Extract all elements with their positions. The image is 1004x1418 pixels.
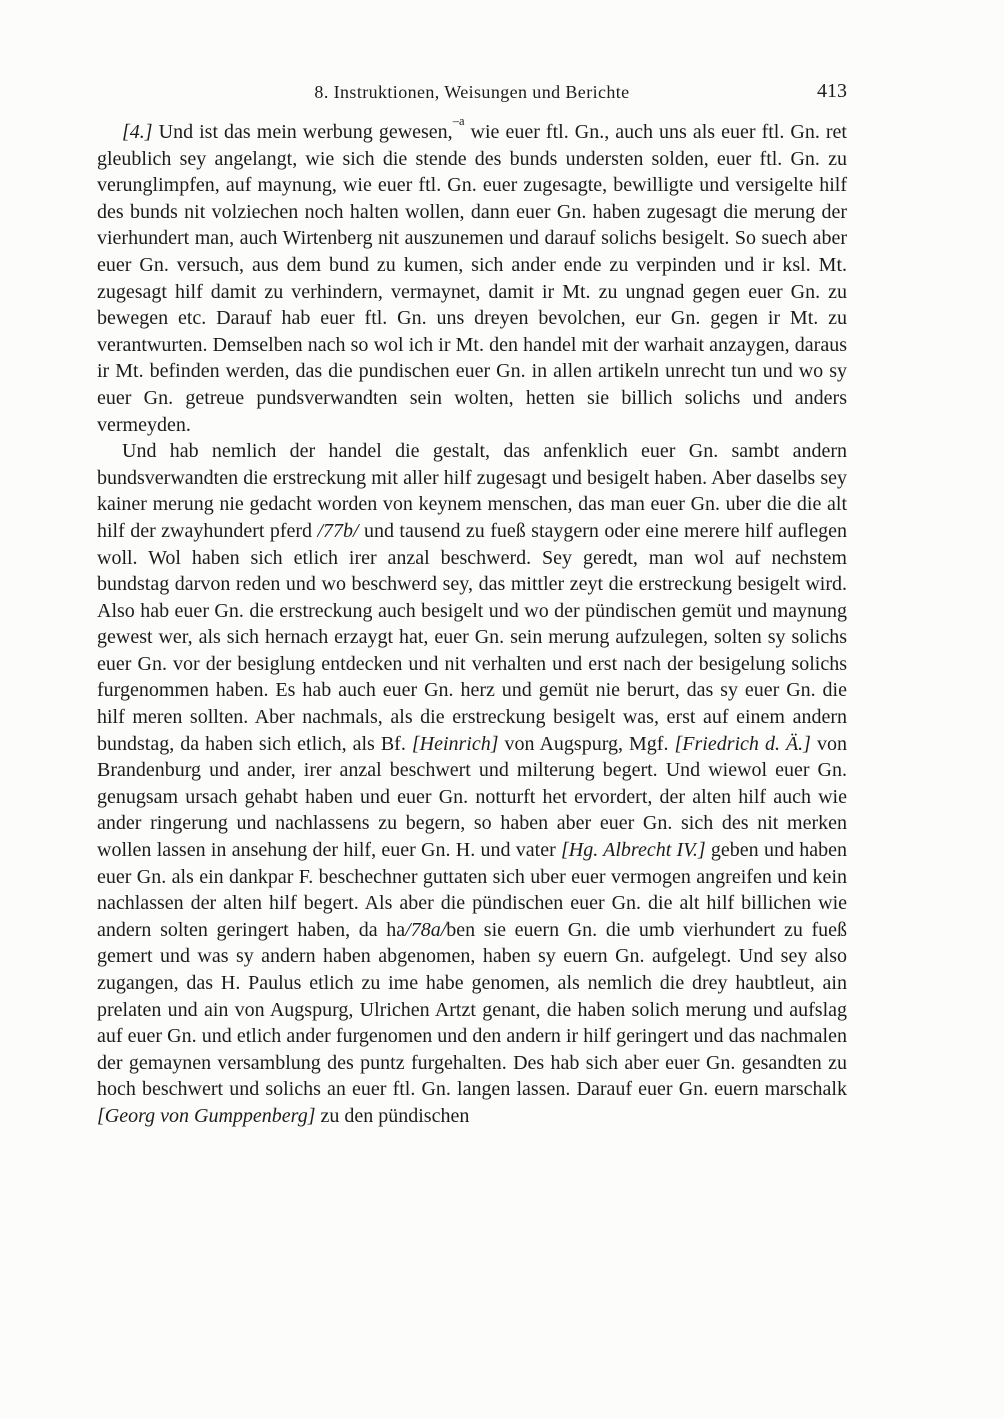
text-segment: Und ist das mein werbung gewesen, <box>152 121 453 143</box>
text-segment: von Augspurg, Mgf. <box>498 732 675 755</box>
editorial-insertion: /78a/ <box>405 918 447 941</box>
text-segment: ben sie euern Gn. die umb vierhundert zu fueß gemert und was sy andern haben abgenomen, haben sy euern Gn. aufgelegt. Und sey also zugangen, das H. Paulus etlich zu ime habe genomen, als nemlich die drey haubtleut, ain prelaten und ain von Augspurg, Ulrichen Artzt genant, die haben solich merung und aufslag auf euer Gn. und etlich ander furgenomen und den andern ir hilf geringert und das nachmalen der gemaynen versamblung des puntz furgehalten. Des hab sich aber euer Gn. gesandten zu hoch beschwert und solichs an euer ftl. Gn. langen lassen. Darauf euer Gn. euern marschalk <box>97 918 848 1101</box>
page-number: 413 <box>817 80 847 102</box>
editorial-insertion: [Georg von Gumppenberg] <box>97 1104 316 1127</box>
editorial-insertion: /77b/ <box>317 519 359 542</box>
paragraph <box>97 113 847 438</box>
editorial-insertion: [Hg. Albrecht IV.] <box>561 839 706 862</box>
text-segment: wie euer ftl. Gn., auch uns als euer ftl. Gn. ret gleublich sey angelangt, wie sich die stende des bunds understen solden, euer ftl. Gn. zu verunglimpfen, auf maynung, wie euer ftl. Gn. euer zugesagte, bewilligte und versigelte hilf des bunds nit volziechen noch halten wollen, dann euer Gn. haben zugesagt die merung der vierhundert man, auch Wirtenberg nit auszunemen und darauf solichs besigelt. So suech aber euer Gn. versuch, aus dem bund zu kumen, sich ander ende zu verpinden und ir ksl. Mt. zugesagt hilf damit zu verhindern, vermaynet, damit ir Mt. zu ungnad gegen euer Gn. zu bewegen etc. Darauf hab euer ftl. Gn. uns dreyen bevolchen, eur Gn. gegen ir Mt. zu verantwurten. Demselben nach so wol ich ir Mt. den handel mit der warhait anzaygen, daraus ir Mt. befinden werden, das die pundischen euer Gn. in allen artikeln unrecht tun und wo sy euer Gn. getreue pundsverwandten sein wolten, hetten sie billich solichs und anders vermeyden. <box>97 121 847 436</box>
paragraph <box>97 438 847 1129</box>
footnote-marker: –a <box>452 113 465 128</box>
text-segment: von Brandenburg und ander, irer anzal beschwert und milterung begert. Und wiewol euer Gn. genugsam ursach gehabt haben und euer Gn. notturft het ervordert, der alten hilf auch wie ander ringerung und nachlassens zu begern, so haben aber euer Gn. sich des nit merken wollen lassen in ansehung der hilf, euer Gn. H. und vater <box>97 732 847 862</box>
text-segment: Und hab nemlich der handel die gestalt, das anfenklich euer Gn. sambt andern bundsverwandten die erstreckung mit aller hilf zugesagt und besigelt haben. Aber daselbs sey kainer merung nie gedacht worden von keynem menschen, das man euer Gn. uber die die alt hilf der zwayhundert pferd <box>97 440 847 542</box>
text-segment: zu den pündischen <box>315 1104 470 1127</box>
text-body <box>97 113 848 1130</box>
page-header <box>97 80 847 106</box>
editorial-insertion: [Friedrich d. Ä.] <box>674 732 811 755</box>
text-segment: geben und haben euer Gn. als ein dankpar F. beschechner guttaten sich uber euer vermogen angreifen und kein nachlassen der alten hilf begert. Als aber die pündischen euer Gn. die alt hilf billichen wie andern solten geringert haben, da ha <box>97 839 847 941</box>
editorial-insertion: [Heinrich] <box>411 732 499 755</box>
chapter-heading: 8. Instruktionen, Weisungen und Berichte <box>314 82 630 102</box>
editorial-insertion: [4.] <box>122 121 153 143</box>
text-segment: und tausend zu fueß staygern oder eine merere hilf auflegen woll. Wol haben sich etlich irer anzal beschwerd. Sey geredt, man wol auf nechstem bundstag darvon reden und wo beschwerd sey, das mittler zeyt die erstreckung besigelt wird. Also hab euer Gn. die erstreckung auch besigelt und wo der pündischen gemüt und maynung gewest wer, als sich hernach erzaygt hat, euer Gn. sein merung aufzulegen, solten sy solichs euer Gn. vor der besiglung entdecken und nit verhalten und erst nach der besigelung solichs furgenommen haben. Es hab auch euer Gn. herz und gemüt nie berurt, das sy euer Gn. die hilf meren sollten. Aber nachmals, als die erstreckung besigelt was, erst auf einem andern bundstag, da haben sich etlich, als Bf. <box>97 519 847 755</box>
